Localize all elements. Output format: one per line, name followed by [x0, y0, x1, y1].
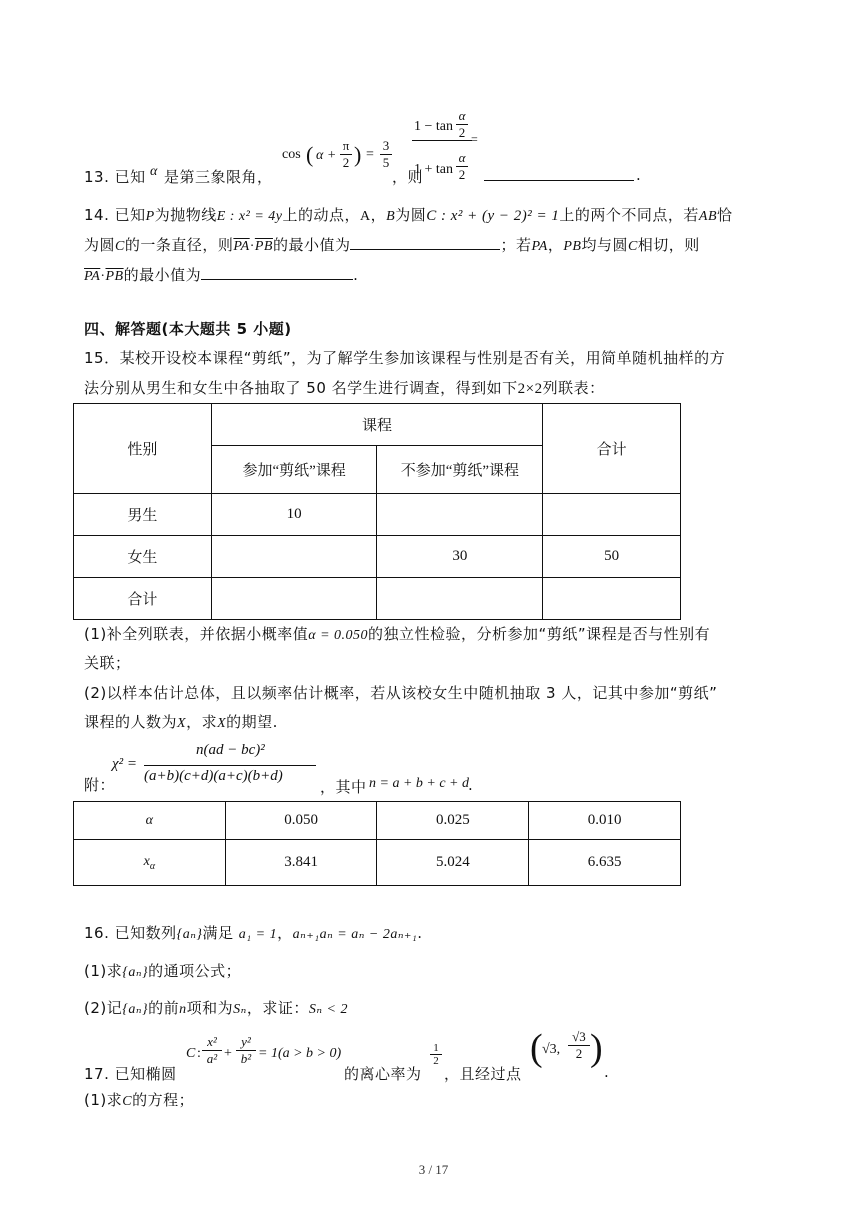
x-alpha-header	[74, 840, 226, 886]
row-label: 男生	[74, 494, 212, 536]
q17-point-y	[568, 1029, 590, 1062]
q15-p2-d: 的期望.	[226, 713, 278, 731]
q16-d: .	[417, 924, 423, 942]
q17-half-den: 2	[433, 1055, 439, 1067]
cell-join	[211, 536, 377, 578]
q14-line2	[84, 234, 700, 255]
n-equation: n = a + b + c + d	[369, 776, 470, 791]
q13-lparen: (	[306, 142, 314, 167]
q14-comma-2: ，	[547, 236, 564, 254]
critical-value: 3.841	[225, 840, 377, 886]
q16-part2	[84, 997, 348, 1018]
q13-den-alpha: α	[456, 150, 468, 167]
q17-half-frac	[430, 1042, 442, 1067]
q14-answer-blank-2[interactable]	[201, 265, 353, 280]
table-row	[74, 578, 681, 620]
contingency-table	[73, 403, 681, 620]
q15-line1: 15．某校开设校本课程“剪纸”，为了解学生参加该课程与性别是否有关，用简单随机抽样的方	[84, 349, 726, 367]
q17-y2: y²	[236, 1034, 256, 1051]
header-gender: 性别	[74, 404, 212, 494]
q15-X: X	[177, 716, 187, 731]
q14-l2-e: 均与圆	[581, 236, 628, 254]
q14-line1	[84, 204, 733, 225]
q14-text-d: 为圆	[395, 206, 427, 224]
q14-text-c: 上的动点，	[282, 206, 361, 224]
header-course: 课程	[211, 404, 542, 446]
q14-prefix: 14. 已知	[84, 206, 146, 224]
q17-x-frac	[202, 1034, 222, 1067]
header-join: 参加“剪纸”课程	[211, 446, 377, 494]
q14-dot-2: ·	[100, 269, 106, 284]
q14-C-2: C	[627, 239, 638, 254]
q16-seq-3: {aₙ}	[122, 1002, 149, 1017]
q17-point-x: √3,	[542, 1042, 561, 1057]
x-sub: α	[149, 861, 156, 872]
q17-colon: :	[197, 1046, 201, 1061]
q14-A: A	[360, 209, 371, 224]
cell-notjoin	[377, 578, 543, 620]
q16-a: 16. 已知数列	[84, 924, 177, 942]
q13-line	[84, 108, 784, 187]
q17-lparen: (	[530, 1027, 543, 1069]
cell-total	[543, 578, 681, 620]
header-notjoin: 不参加“剪纸”课程	[377, 446, 543, 494]
q14-text-e: 上的两个不同点，若	[559, 206, 699, 224]
q15-X-2: X	[217, 716, 227, 731]
q14-l2-b: 的一条直径，则	[124, 236, 234, 254]
x-label: x	[143, 854, 150, 869]
table-row	[74, 802, 681, 840]
cell-join: 10	[211, 494, 377, 536]
formula-tail: .	[468, 776, 474, 794]
q13-den-two: 2	[458, 167, 466, 182]
alpha-value: 0.025	[377, 802, 529, 840]
table-row	[74, 840, 681, 886]
chi-num: n(ad − bc)²	[196, 742, 265, 758]
q13-prefix: 13. 已知	[84, 168, 146, 186]
q17-line1	[84, 1028, 644, 1083]
header-total: 合计	[543, 404, 681, 494]
q13-alpha: α	[150, 164, 158, 179]
alpha-value: 0.050	[225, 802, 377, 840]
chi-square-formula	[84, 736, 584, 796]
q14-answer-blank-1[interactable]	[350, 235, 500, 250]
q17-C: C	[186, 1046, 196, 1061]
q16-p1-a: (1)求	[84, 962, 123, 980]
q17-b: 的离心率为	[344, 1065, 422, 1083]
alpha-value: 0.010	[529, 802, 681, 840]
q13-cos-arg: α +	[316, 148, 337, 163]
q13-num-alpha: α	[456, 108, 468, 125]
q17-C-2: C	[122, 1094, 133, 1109]
appendix-label: 附：	[84, 776, 116, 794]
q14-l2-d: ；若	[500, 236, 532, 254]
q14-PA: PA	[531, 239, 548, 254]
q14-P: P	[145, 209, 155, 224]
q13-frac-den: 1 + tan	[414, 162, 453, 177]
q13-num-two: 2	[458, 125, 466, 140]
q15-alpha-value: α = 0.050	[308, 628, 369, 643]
critical-value-table	[73, 801, 681, 886]
section-title: 四、解答题(本大题共 5 小题)	[84, 320, 292, 338]
chi-lhs: χ² =	[112, 756, 137, 772]
q13-den-alpha-half	[456, 150, 468, 183]
q16-seq: {aₙ}	[176, 927, 203, 942]
q13-pi-den: 2	[342, 155, 350, 170]
chi-fraction-bar	[144, 765, 316, 766]
q16-inequality: Sₙ < 2	[308, 1002, 348, 1017]
q13-cos: cos	[282, 147, 301, 162]
q15-part2-line1: (2)以样本估计总体，且以频率估计概率，若从该校女生中随机抽取 3 人，记其中参加“剪纸”	[84, 684, 718, 702]
q13-answer-blank[interactable]	[484, 166, 634, 181]
q16-a1: a₁ = 1	[238, 927, 278, 942]
q16-recurrence: aₙ₊₁aₙ = aₙ − 2aₙ₊₁	[292, 927, 418, 942]
cell-notjoin	[377, 494, 543, 536]
q14-l3-a: 的最小值为	[123, 266, 202, 284]
q16-p2-c: 项和为	[186, 999, 234, 1017]
q14-l2-c: 的最小值为	[272, 236, 351, 254]
q15-line2	[84, 377, 605, 398]
q17-part1	[84, 1089, 194, 1110]
q15-l2-b: 列联表：	[542, 379, 605, 397]
q13-pi: π	[340, 138, 352, 155]
q14-vec-PB-2: $\overline{PB}$	[105, 269, 124, 284]
q17-rparen: )	[590, 1027, 603, 1069]
page-number: 3 / 17	[418, 1162, 449, 1177]
q17-half-num: 1	[430, 1042, 442, 1055]
q13-equals: =	[471, 132, 478, 146]
q16-c: ，	[277, 924, 293, 942]
cell-total	[543, 494, 681, 536]
q16-p2-d: ，求证：	[246, 999, 309, 1017]
q13-rparen: )	[354, 142, 362, 167]
q17-c: ，且经过点	[444, 1065, 522, 1083]
where-text: ，其中	[320, 778, 367, 796]
q16-part1	[84, 960, 241, 981]
q15-p2-b: 课程的人数为	[84, 713, 178, 731]
q14-text-b: 为抛物线	[154, 206, 217, 224]
critical-value: 5.024	[377, 840, 529, 886]
q13-pi-frac	[340, 138, 352, 171]
q17-pt-num: √3	[568, 1029, 590, 1046]
q13-eq: =	[366, 147, 374, 162]
q15-2x2: 2×2	[517, 381, 543, 397]
q16-p2-a: (2)记	[84, 999, 123, 1017]
q15-part1-line1	[84, 623, 710, 644]
q14-l2-a: 为圆	[84, 236, 116, 254]
q14-dot: ·	[249, 239, 255, 254]
row-label: 合计	[74, 578, 212, 620]
q13-35-frac	[380, 138, 392, 171]
critical-value: 6.635	[529, 840, 681, 886]
q15-p2-c: ，求	[186, 713, 218, 731]
q13-text1: 是第三象限角，	[164, 168, 273, 186]
q16-seq-2: {aₙ}	[122, 965, 149, 980]
chi-den: (a+b)(c+d)(a+c)(b+d)	[144, 768, 283, 784]
q14-B: B	[386, 209, 396, 224]
q14-vec-PA-2: $\overline{PA}$	[84, 269, 101, 284]
q14-line3	[84, 264, 358, 285]
q17-b2: b²	[240, 1051, 252, 1066]
table-row	[74, 494, 681, 536]
q15-l2-a: 法分别从男生和女生中各抽取了 50 名学生进行调查，得到如下	[84, 379, 518, 397]
q14-l2-f: 相切，则	[637, 236, 700, 254]
q14-AB: AB	[698, 209, 718, 224]
q13-three: 3	[380, 138, 392, 155]
q13-main-fraction-bar	[412, 140, 472, 141]
q14-C-eq: C : x² + (y − 2)² = 1	[426, 208, 560, 224]
q14-vec-PA: $\overline{PA}$	[233, 239, 250, 254]
q17-a: 17. 已知椭圆	[84, 1065, 177, 1083]
q17-d: .	[604, 1063, 610, 1081]
q17-a2: a²	[206, 1051, 218, 1066]
q15-p1-a: (1)补全列联表，并依据小概率值	[84, 625, 309, 643]
q17-p1-a: (1)求	[84, 1091, 123, 1109]
q13-tail: .	[636, 166, 642, 184]
row-label: 女生	[74, 536, 212, 578]
q13-frac-num: 1 − tan	[414, 119, 453, 134]
cell-total: 50	[543, 536, 681, 578]
q16-line1	[84, 922, 423, 943]
q14-PB: PB	[563, 239, 582, 254]
q16-n: n	[179, 1002, 187, 1017]
q17-condition: = 1(a > b > 0)	[258, 1046, 342, 1061]
q14-C: C	[115, 239, 125, 254]
q17-y-frac	[236, 1034, 256, 1067]
q17-plus: +	[224, 1046, 232, 1061]
q13-five: 5	[382, 155, 390, 170]
q14-tail: .	[353, 266, 359, 284]
q15-p1-b: 的独立性检验，分析参加“剪纸”课程是否与性别有	[368, 625, 711, 643]
cell-join	[211, 578, 377, 620]
q14-text-f: 恰	[717, 206, 733, 224]
q17-x2: x²	[202, 1034, 222, 1051]
q16-Sn: Sₙ	[233, 1002, 247, 1017]
q13-text2: ，则	[392, 168, 424, 186]
cell-notjoin: 30	[377, 536, 543, 578]
q16-b: 满足	[202, 924, 234, 942]
q15-part2-line2	[84, 711, 278, 732]
alpha-header: α	[74, 802, 226, 840]
q14-vec-PB: $\overline{PB}$	[254, 239, 273, 254]
q15-part1-line2: 关联；	[84, 654, 131, 672]
q13-num-alpha-half	[456, 108, 468, 141]
q17-p1-b: 的方程；	[132, 1091, 195, 1109]
q16-p1-b: 的通项公式；	[148, 962, 242, 980]
q14-comma: ，	[370, 206, 387, 224]
q17-pt-den: 2	[575, 1046, 583, 1061]
q14-E-eq: E : x² = 4y	[216, 209, 283, 224]
q16-p2-b: 的前	[148, 999, 180, 1017]
table-row	[74, 536, 681, 578]
